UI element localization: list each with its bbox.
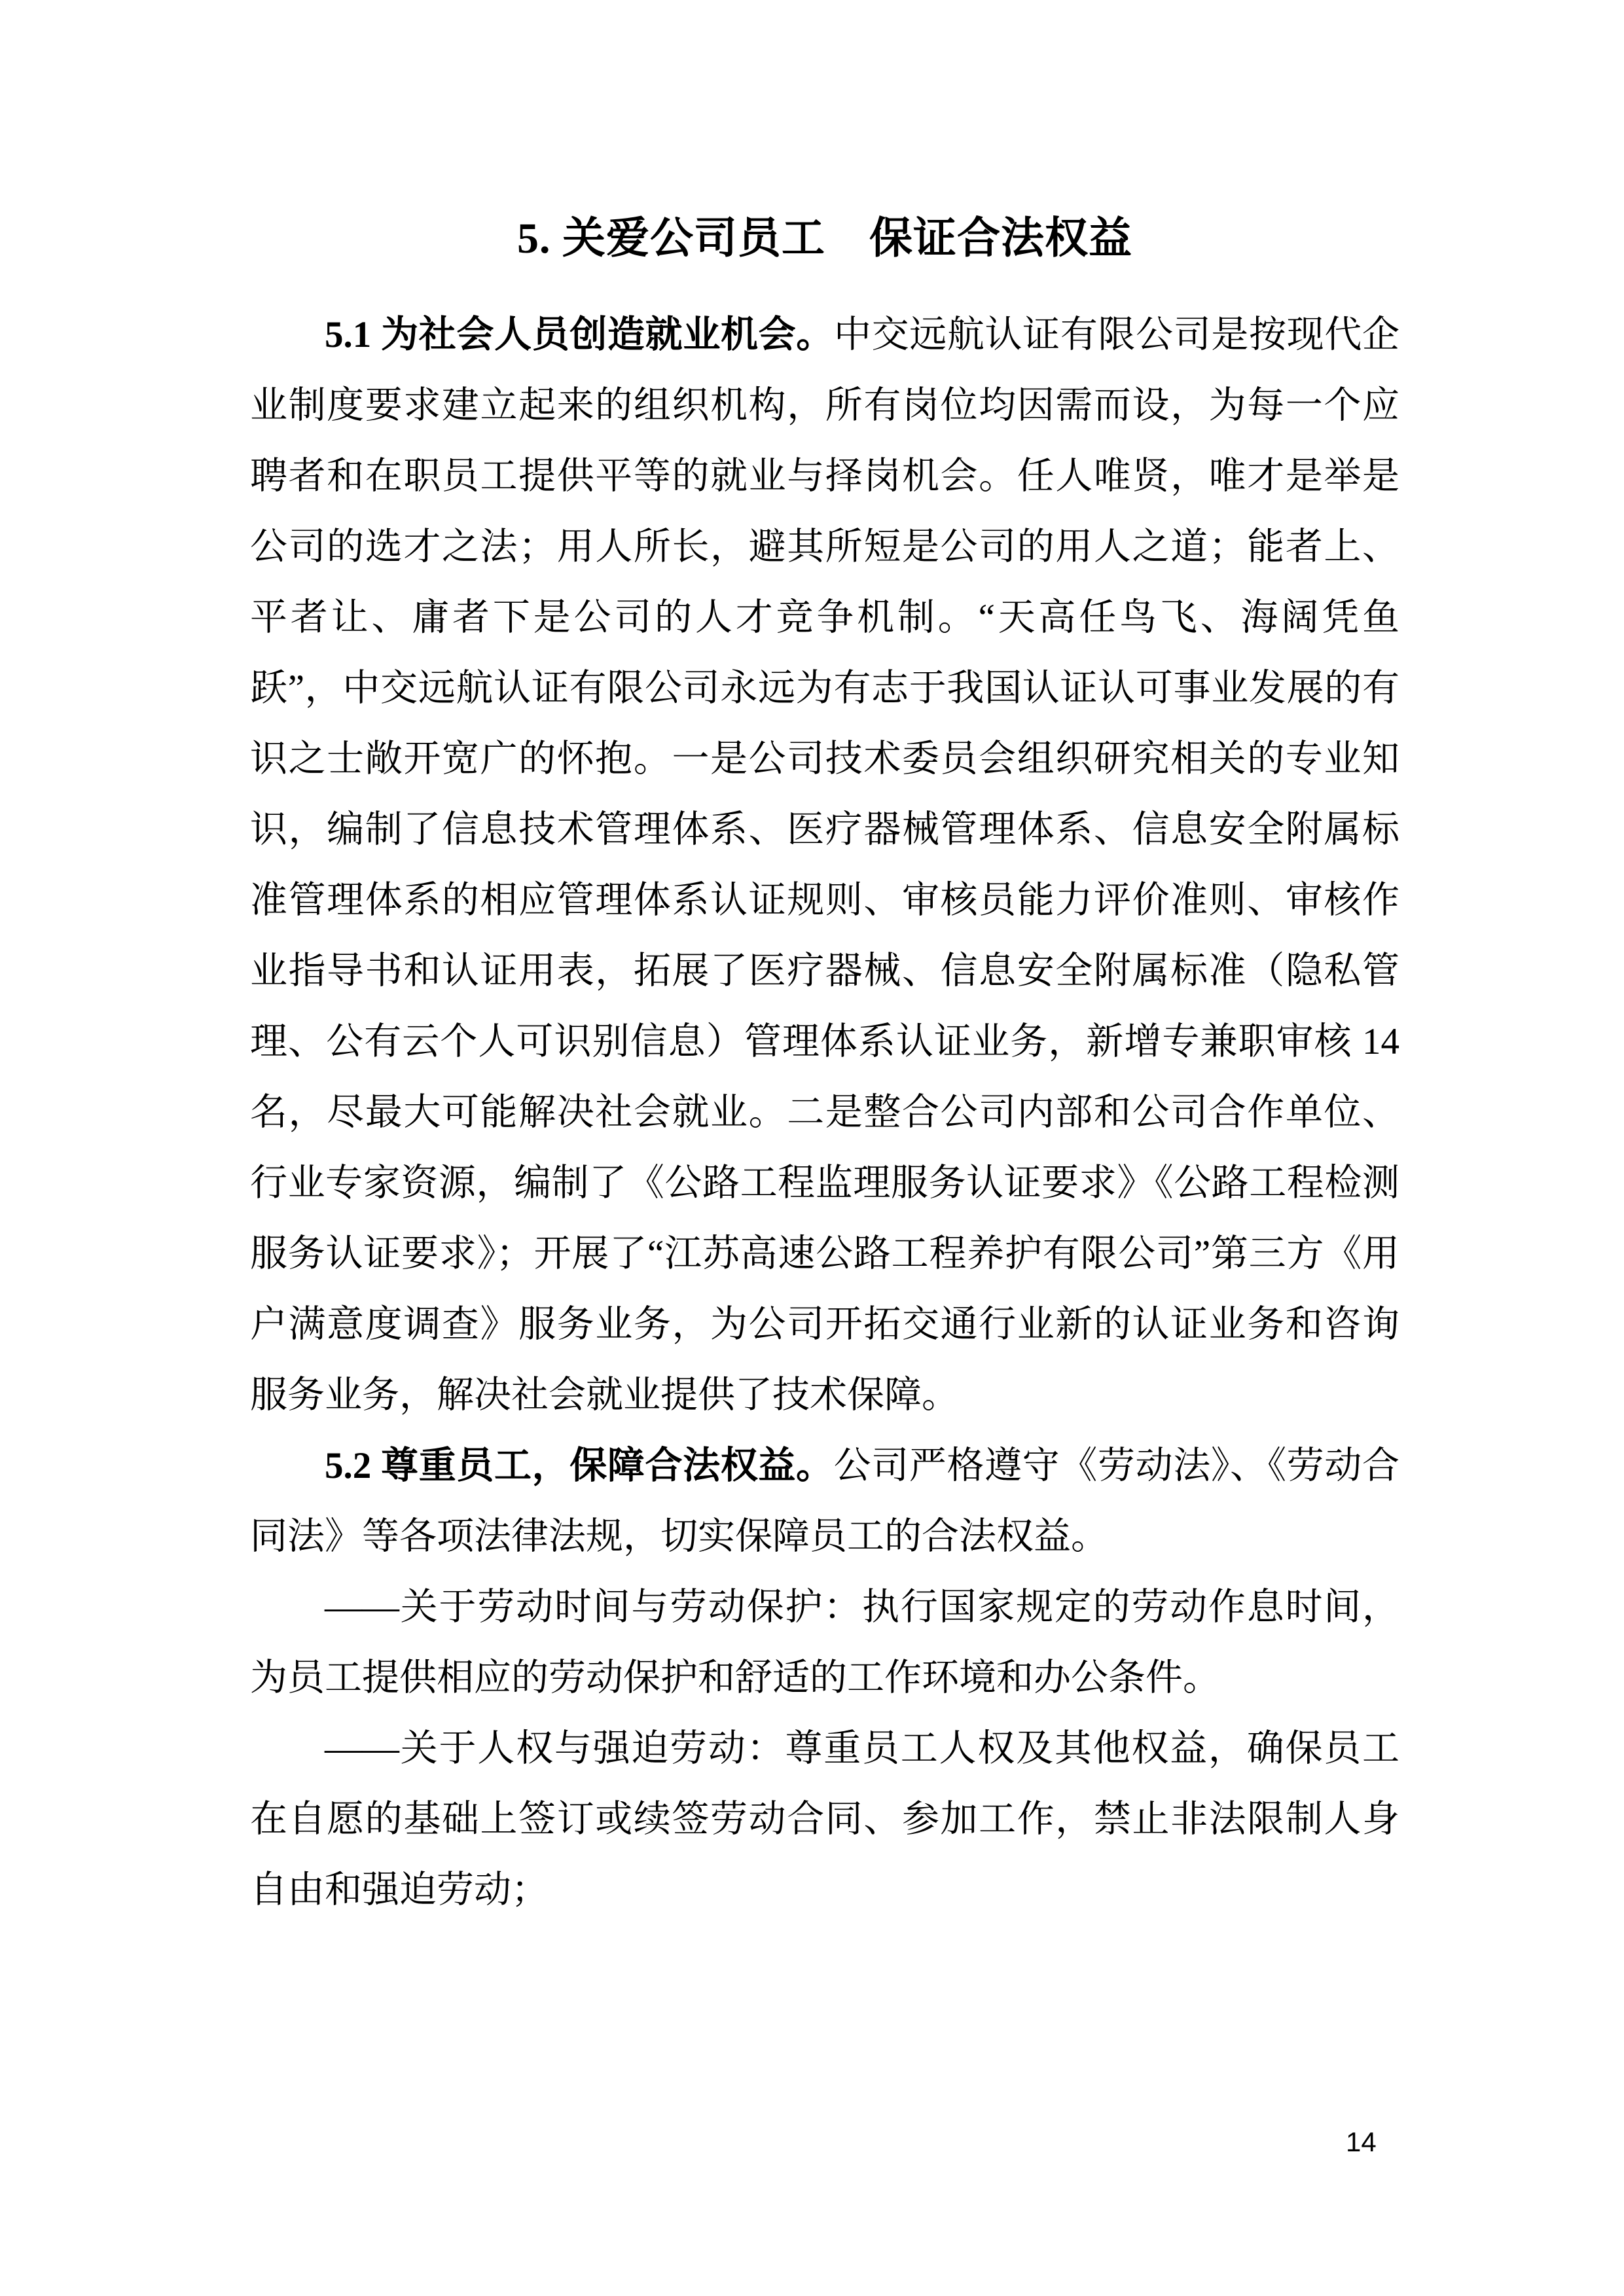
paragraph-text: 公司严格遵守《劳动法》、《劳动合同法》等各项法律法规，切实保障员工的合法权益。	[250, 1445, 1399, 1557]
page-number: 14	[1346, 2126, 1377, 2157]
paragraph-text: 中交远航认证有限公司是按现代企业制度要求建立起来的组织机构，所有岗位均因需而设，为每一个应聘者和在职员工提供平等的就业与择岗机会。任人唯贤，唯才是举是公司的选才之法；用人所长，避其所短是公司的用人之道；能者上、平者让、庸者下是公司的人才竞争机制。“天高任鸟飞、海阔凭鱼跃”，中交远航认证有限公司永远为有志于我国认证认可事业发展的有识之士敞开宽广的怀抱。一是公司技术委员会组织研究相关的专业知识，编制了信息技术管理体系、医疗器械管理体系、信息安全附属标准管理体系的相应管理体系认证规则、审核员能力评价准则、审核作业指导书和认证用表，拓展了医疗器械、信息安全附属标准（隐私管理、公有云个人可识别信息）管理体系认证业务，新增专兼职审核 14 名，尽最大可能解决社会就业。二是整合公司内部和公司合作单位、行业专家资源，编制了《公路工程监理服务认证要求》《公路工程检测服务认证要求》；开展了“江苏高速公路工程养护有限公司”第三方《用户满意度调查》服务业务，为公司开拓交通行业新的认证业务和咨询服务业务，解决社会就业提供了技术保障。	[250, 314, 1400, 1416]
paragraph-text: ——关于人权与强迫劳动：尊重员工人权及其他权益，确保员工在自愿的基础上签订或续签劳动合同、参加工作，禁止非法限制人身自由和强迫劳动；	[250, 1728, 1399, 1910]
paragraph-text: ——关于劳动时间与劳动保护：执行国家规定的劳动作息时间，为员工提供相应的劳动保护和舒适的工作环境和办公条件。	[250, 1587, 1399, 1698]
content-area	[250, 216, 1399, 1926]
paragraph-lead: 5.1 为社会人员创造就业机会。	[325, 314, 834, 355]
paragraph	[250, 1572, 1399, 1713]
paragraph	[250, 1431, 1399, 1572]
paragraph	[250, 300, 1399, 1431]
document-body	[250, 300, 1399, 1926]
section-title: 5. 关爱公司员工 保证合法权益	[517, 215, 1132, 262]
paragraph-lead: 5.2 尊重员工，保障合法权益。	[325, 1445, 834, 1486]
paragraph	[250, 1713, 1399, 1926]
